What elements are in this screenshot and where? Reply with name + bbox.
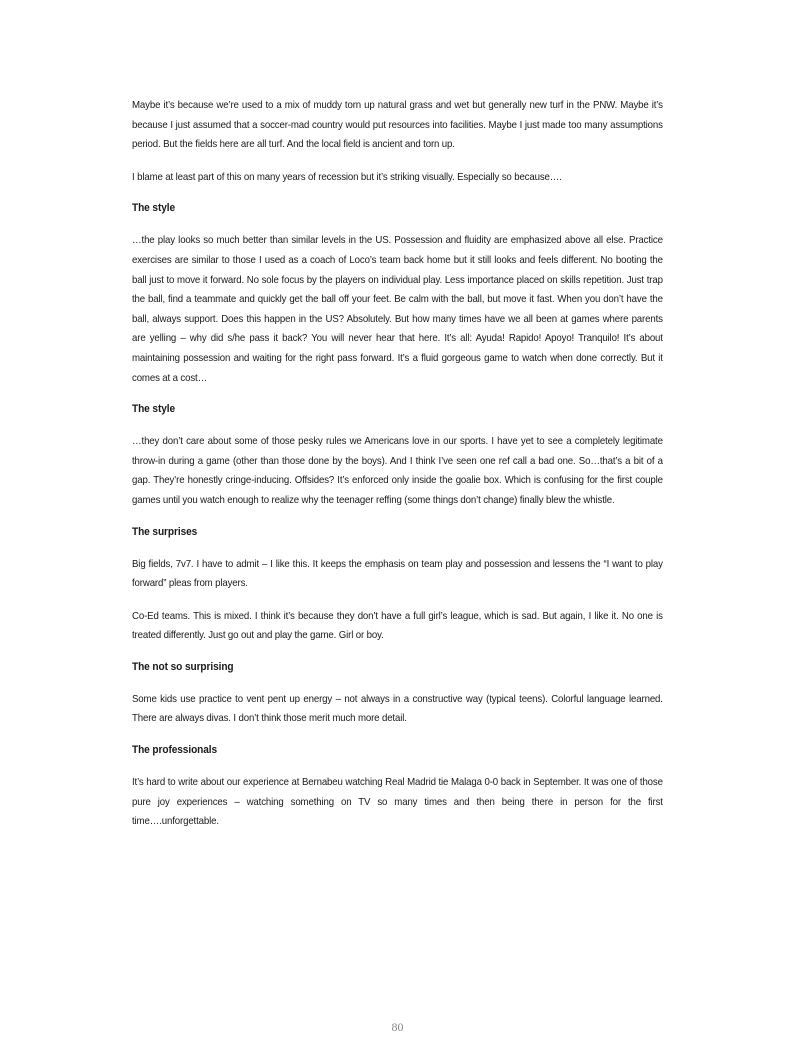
paragraph-recession: I blame at least part of this on many years of recession but it’s striking visually. Especially so because…. xyxy=(132,170,562,183)
paragraph-rules: …they don’t care about some of those pesky rules we Americans love in our sports. I have yet to see a completely legitimate throw-in during a game (other than those done by the boys). And I think I’ve seen one ref call a bad one. So…that’s a bit of a gap. They’re honestly cringe-inducing. Offsides? It’s enforced only inside the goalie box. Which is confusing for the first couple games until you watch enough to realize why the teenager reffing (some things don’t change) finally blew the whistle. xyxy=(132,435,663,506)
heading-the-style: The style xyxy=(132,202,176,215)
heading-the-surprises: The surprises xyxy=(132,525,198,538)
paragraph-kids: Some kids use practice to vent pent up energy – not always in a constructive way (typical teens). Colorful language learned. There are always divas. I don’t think those merit much more detail. xyxy=(132,692,663,725)
paragraph-co-ed: Co-Ed teams. This is mixed. I think it’s because they don’t have a full girl’s league, which is sad. But again, I like it. No one is treated differently. Just go out and play the game. Girl or boy. xyxy=(132,609,663,642)
page-number: 80 xyxy=(391,1020,404,1034)
paragraph-turf: Maybe it’s because we’re used to a mix of muddy torn up natural grass and wet but generally new turf in the PNW. Maybe it’s because I just assumed that a soccer-mad country would put resources into facilities. Maybe I just made too many assumptions period. But the fields here are all turf. And the local field is ancient and torn up. xyxy=(132,99,663,151)
paragraph-play: …the play looks so much better than similar levels in the US. Possession and fluidity are emphasized above all else. Practice exercises are similar to those I used as a coach of Loco’s team back home but it still looks and feels different. No booting the ball just to move it forward. No sole focus by the players on individual play. Less importance placed on skills repetition. Just trap the ball, find a teammate and quickly get the ball off your feet. Be calm with the ball, but move it fast. When you don’t have the ball, always support. Does this happen in the US? Absolutely. But how many times have we all been at games where parents are yelling – why did s/he pass it back? You will never hear that here. It’s all: Ayuda! Rapido! Apoyo! Tranquilo! It’s about maintaining possession and waiting for the right pass forward. It’s a fluid gorgeous game to watch when done correctly. But it comes at a cost… xyxy=(132,234,663,384)
heading-professionals: The professionals xyxy=(132,744,218,757)
paragraph-big-fields: Big fields, 7v7. I have to admit – I like this. It keeps the emphasis on team play and possession and lessens the “I want to play forward” pleas from players. xyxy=(132,557,663,590)
heading-not-so-surprising: The not so surprising xyxy=(132,660,234,673)
paragraph-bernabeu: It’s hard to write about our experience at Bernabeu watching Real Madrid tie Malaga 0-0 back in September. It was one of those pure joy experiences – watching something on TV so many times and then being there in person for the first time….unforgettable. xyxy=(132,776,663,828)
heading-the-style-2: The style xyxy=(132,403,176,416)
page-body xyxy=(132,96,663,845)
